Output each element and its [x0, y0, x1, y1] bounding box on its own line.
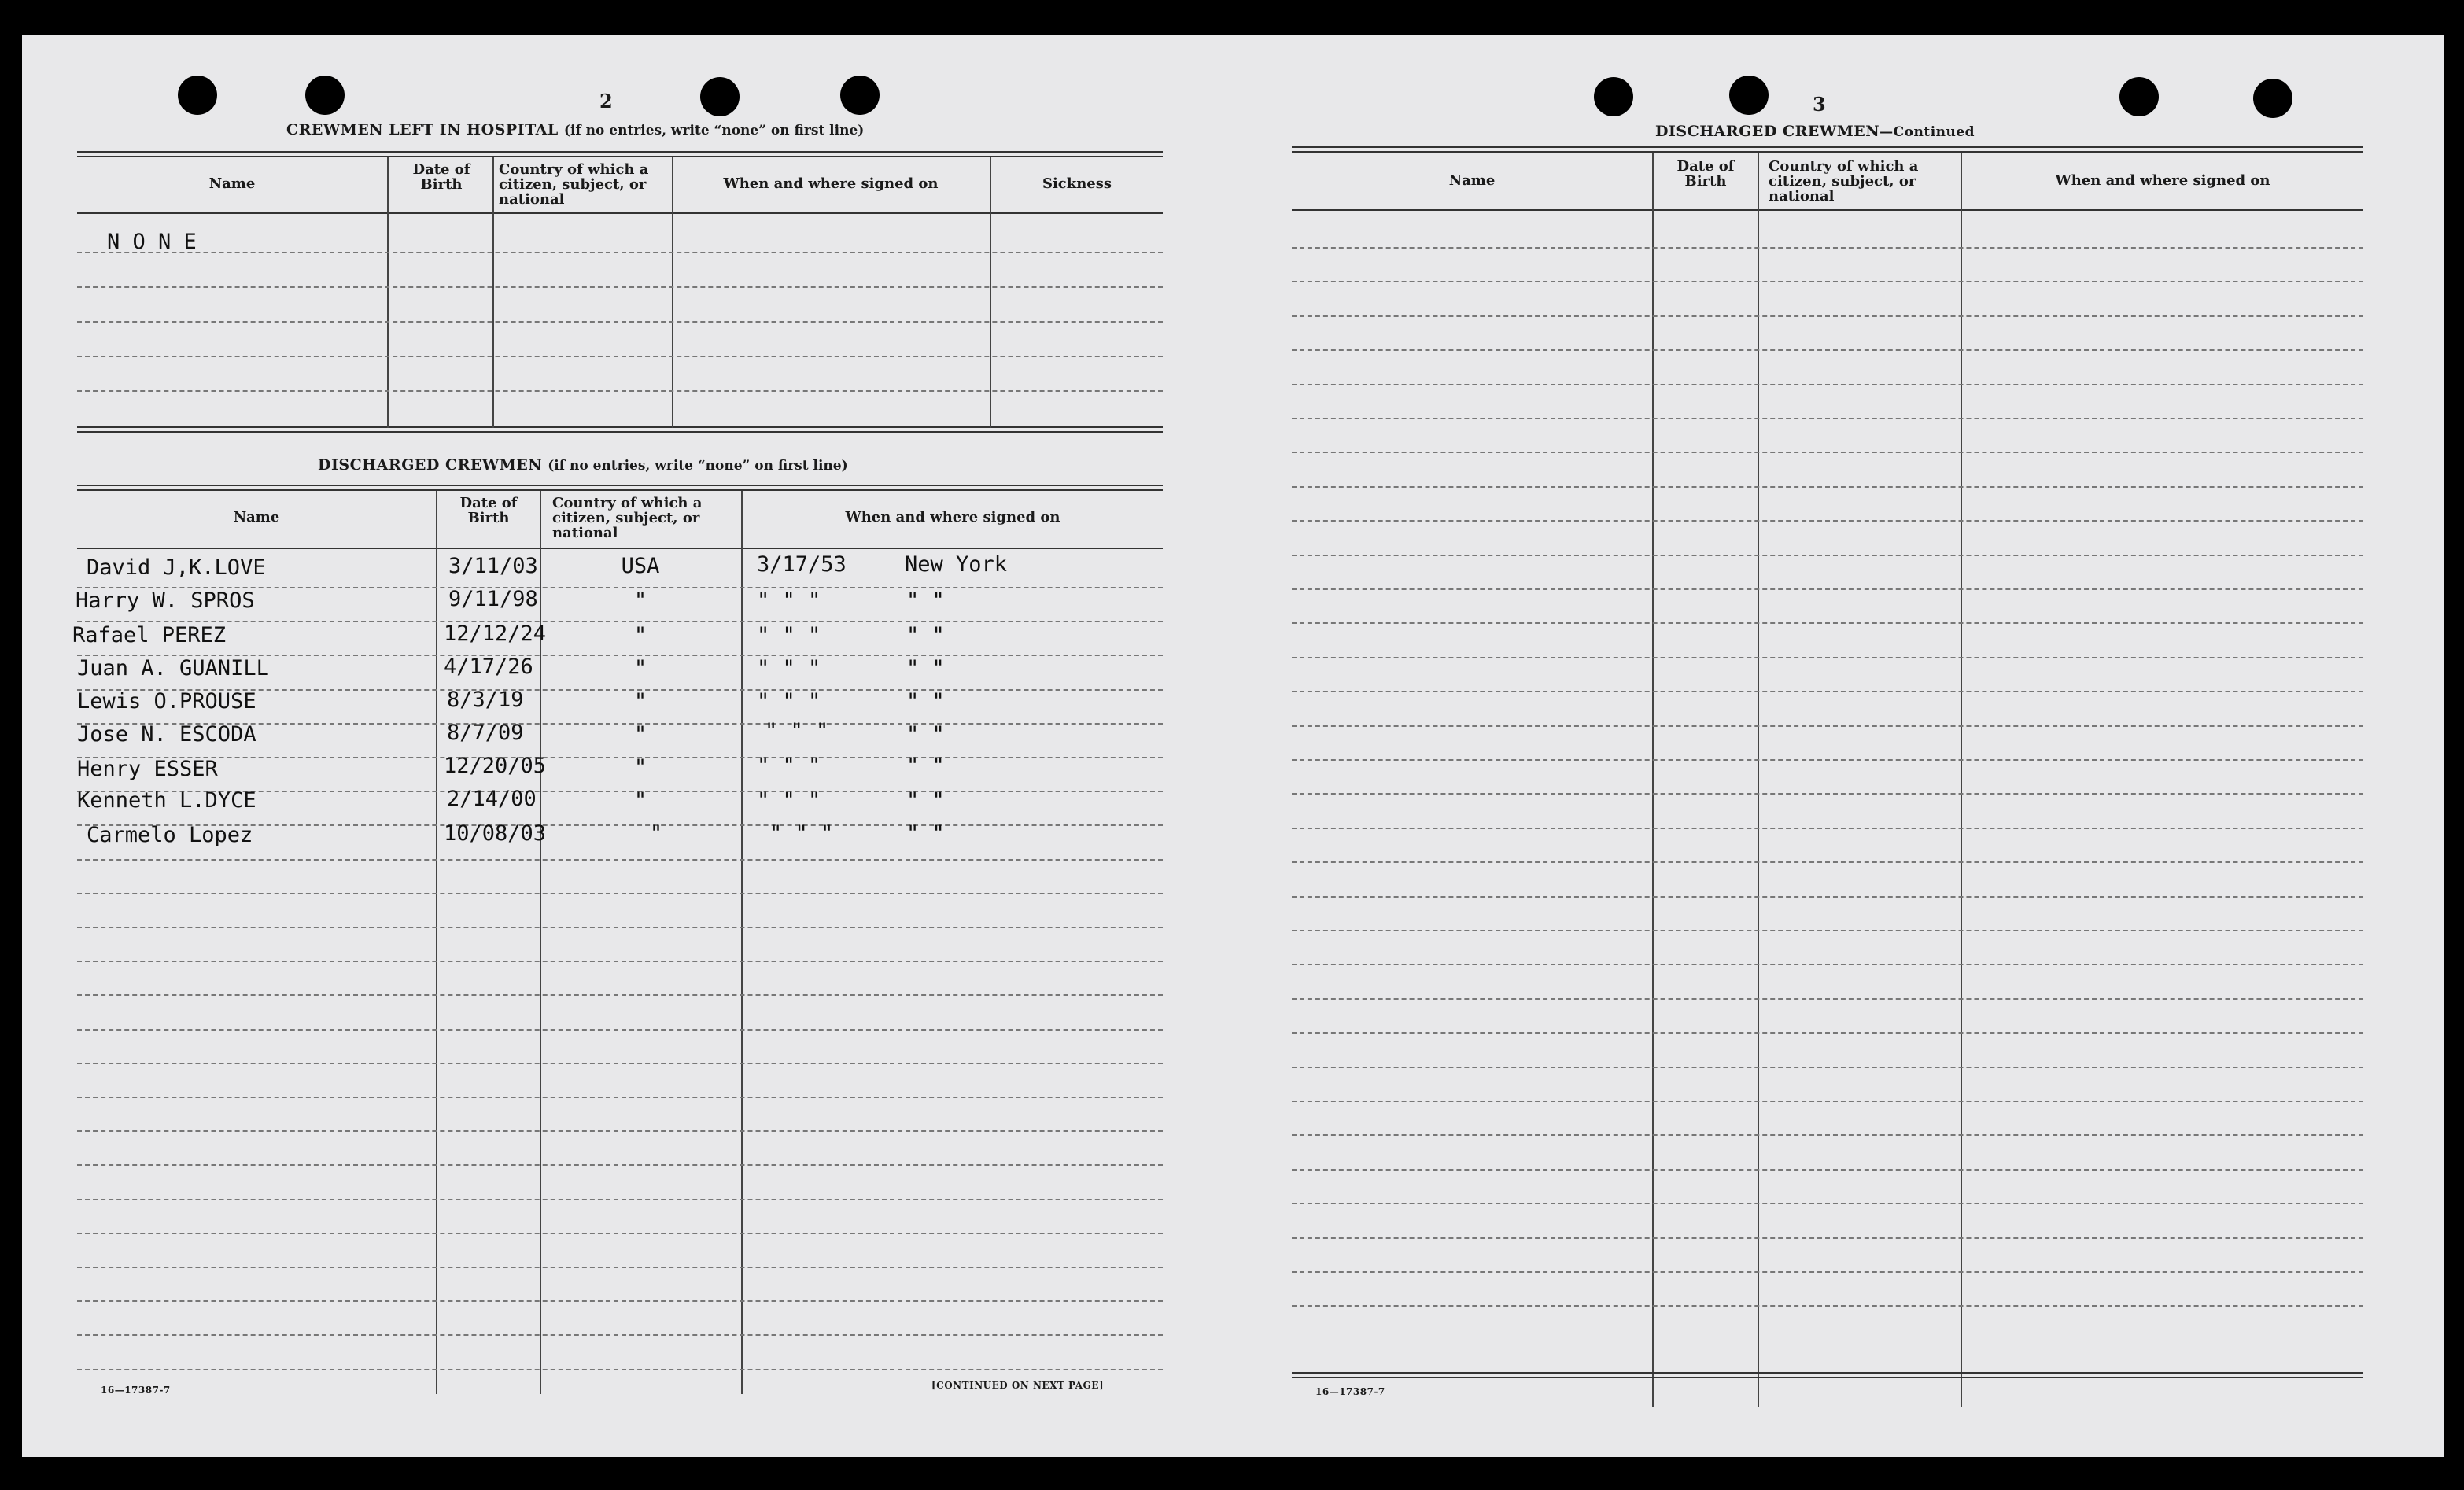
- discharged-continued-text: DISCHARGED CREWMEN: [1655, 123, 1880, 140]
- signed-on-place: New York: [905, 552, 1008, 577]
- crewman-name: Henry ESSER: [77, 757, 218, 781]
- row-line: [1292, 759, 2363, 761]
- rule: [1292, 209, 2363, 211]
- crewman-name: Lewis O.PROUSE: [77, 689, 256, 714]
- column-divider: [436, 491, 437, 1394]
- punch-hole: [1594, 77, 1633, 116]
- crewman-dob: 10/08/03: [444, 821, 547, 846]
- column-divider: [387, 157, 389, 428]
- rule: [77, 489, 1163, 491]
- punch-hole: [305, 76, 345, 115]
- row-line: [1292, 1169, 2363, 1171]
- crewman-dob: 12/20/05: [444, 754, 547, 778]
- row-line: [1292, 691, 2363, 692]
- rule: [77, 151, 1163, 153]
- crewman-country: ": [633, 623, 647, 647]
- column-divider: [672, 157, 673, 428]
- column-divider: [492, 157, 494, 428]
- page-number: 3: [1813, 93, 1826, 116]
- row-line: [77, 1300, 1163, 1302]
- signed-on-date: 3/17/53: [757, 552, 847, 577]
- header-country: Country of which a citizen, subject, or national: [1769, 158, 1919, 205]
- punch-hole: [1729, 76, 1769, 115]
- row-line: [77, 961, 1163, 962]
- page-number: 2: [599, 90, 613, 112]
- hospital-first-entry: N O N E: [107, 230, 197, 254]
- row-line: [77, 1199, 1163, 1200]
- header-dob: Date of Birth: [412, 161, 470, 193]
- punch-hole: [2119, 77, 2159, 116]
- rule: [77, 431, 1163, 433]
- form-number: 16—17387-7: [101, 1385, 171, 1396]
- row-line: [77, 252, 1163, 253]
- crewman-country: USA: [621, 554, 660, 578]
- row-line: [77, 927, 1163, 928]
- row-line: [77, 859, 1163, 861]
- hospital-title-text: CREWMEN LEFT IN HOSPITAL: [286, 121, 559, 138]
- row-line: [1292, 1203, 2363, 1204]
- row-line: [1292, 1134, 2363, 1136]
- header-name: Name: [1448, 172, 1496, 189]
- header-dob: Date of Birth: [1676, 158, 1735, 190]
- row-line: [1292, 1101, 2363, 1102]
- rule: [77, 548, 1163, 549]
- row-line: [1292, 896, 2363, 898]
- column-divider: [990, 157, 991, 428]
- signed-on-place: " ": [906, 656, 945, 680]
- punch-hole: [840, 76, 880, 115]
- signed-on-place: " ": [906, 754, 945, 778]
- header-country: Country of which a citizen, subject, or national: [552, 495, 703, 541]
- signed-on-date: " " ": [757, 656, 821, 680]
- row-line: [1292, 1237, 2363, 1239]
- crewman-dob: 12/12/24: [444, 621, 547, 646]
- row-line: [1292, 861, 2363, 863]
- continued-suffix: —Continued: [1879, 124, 1975, 140]
- crewman-dob: 3/11/03: [448, 554, 538, 578]
- crewman-country: ": [649, 821, 663, 846]
- form-number: 16—17387-7: [1315, 1386, 1385, 1397]
- row-line: [1292, 930, 2363, 931]
- crewman-name: Harry W. SPROS: [76, 588, 255, 613]
- discharged-section-title: [318, 456, 848, 474]
- crewman-name: David J,K.LOVE: [87, 555, 266, 580]
- signed-on-place: " ": [906, 722, 945, 747]
- hospital-title-note: (if no entries, write “none” on first line): [563, 123, 865, 138]
- row-line: [1292, 1032, 2363, 1034]
- punch-hole: [2253, 79, 2292, 118]
- row-line: [1292, 1305, 2363, 1307]
- left-form-page: [22, 35, 1260, 1457]
- row-line: [1292, 247, 2363, 249]
- crewman-dob: 8/3/19: [447, 688, 524, 712]
- header-signed-on: When and where signed on: [845, 509, 1060, 526]
- row-line: [77, 1029, 1163, 1031]
- row-line: [1292, 1271, 2363, 1273]
- header-country: Country of which a citizen, subject, or national: [499, 161, 649, 208]
- signed-on-date: " " ": [757, 689, 821, 714]
- row-line: [1292, 384, 2363, 385]
- signed-on-date: " " ": [757, 588, 821, 613]
- row-line: [1292, 1067, 2363, 1068]
- crewman-country: ": [633, 588, 647, 613]
- row-line: [1292, 725, 2363, 727]
- header-signed-on: When and where signed on: [2055, 172, 2270, 189]
- row-line: [77, 1369, 1163, 1370]
- row-line: [77, 1267, 1163, 1268]
- rule: [1292, 1372, 2363, 1374]
- discharged-title-text: DISCHARGED CREWMEN: [318, 456, 543, 474]
- crewman-country: ": [633, 755, 647, 780]
- row-line: [77, 321, 1163, 323]
- row-line: [77, 390, 1163, 392]
- rule: [1292, 146, 2363, 148]
- punch-hole: [178, 76, 217, 115]
- row-line: [77, 621, 1163, 622]
- rule: [1292, 151, 2363, 153]
- header-name: Name: [208, 175, 256, 192]
- crewman-name: Jose N. ESCODA: [77, 722, 256, 747]
- signed-on-date: " " ": [757, 754, 821, 778]
- signed-on-place: " ": [906, 821, 945, 846]
- continued-note: [CONTINUED ON NEXT PAGE]: [931, 1380, 1105, 1391]
- discharged-title-note: (if no entries, write “none” on first line): [548, 458, 848, 474]
- signed-on-place: " ": [906, 788, 945, 813]
- row-line: [1292, 486, 2363, 488]
- header-sickness: Sickness: [1042, 175, 1112, 192]
- crewman-dob: 2/14/00: [447, 787, 537, 811]
- row-line: [1292, 622, 2363, 624]
- row-line: [77, 286, 1163, 288]
- row-line: [1292, 281, 2363, 282]
- row-line: [1292, 555, 2363, 556]
- column-divider: [1961, 153, 1962, 1407]
- row-line: [1292, 828, 2363, 829]
- column-divider: [1758, 153, 1759, 1407]
- rule: [77, 426, 1163, 428]
- rule: [1292, 1377, 2363, 1378]
- row-line: [1292, 452, 2363, 453]
- rule: [77, 485, 1163, 486]
- column-divider: [1652, 153, 1654, 1407]
- row-line: [1292, 657, 2363, 658]
- crewman-name: Rafael PEREZ: [72, 623, 227, 647]
- row-line: [77, 356, 1163, 357]
- row-line: [77, 1334, 1163, 1336]
- row-line: [1292, 520, 2363, 522]
- punch-hole: [700, 77, 740, 116]
- signed-on-date: " " ": [765, 719, 829, 743]
- crewman-name: Juan A. GUANILL: [77, 656, 269, 680]
- crewman-country: ": [633, 722, 647, 747]
- row-line: [77, 1063, 1163, 1064]
- signed-on-date: " " ": [757, 788, 821, 813]
- crewman-name: Carmelo Lopez: [87, 823, 253, 847]
- crewman-dob: 8/7/09: [447, 721, 524, 745]
- row-line: [1292, 418, 2363, 419]
- crewman-dob: 9/11/98: [448, 587, 538, 611]
- header-name: Name: [233, 509, 280, 526]
- crewman-name: Kenneth L.DYCE: [77, 788, 256, 813]
- discharged-continued-title: [1655, 123, 1975, 140]
- crewman-country: ": [633, 788, 647, 813]
- row-line: [1292, 998, 2363, 1000]
- column-divider: [741, 491, 743, 1394]
- crewman-country: ": [633, 656, 647, 680]
- signed-on-place: " ": [906, 689, 945, 714]
- header-signed-on: When and where signed on: [723, 175, 939, 192]
- row-line: [1292, 964, 2363, 965]
- row-line: [77, 994, 1163, 996]
- rule: [77, 156, 1163, 157]
- row-line: [1292, 349, 2363, 351]
- right-form-page: [1260, 35, 2444, 1457]
- header-dob: Date of Birth: [459, 495, 518, 526]
- row-line: [77, 1233, 1163, 1234]
- row-line: [77, 1097, 1163, 1098]
- row-line: [77, 1130, 1163, 1132]
- signed-on-place: " ": [906, 588, 945, 613]
- signed-on-date: " " ": [757, 623, 821, 647]
- row-line: [1292, 588, 2363, 590]
- row-line: [1292, 315, 2363, 317]
- signed-on-date: " " ": [769, 821, 834, 846]
- rule: [77, 212, 1163, 214]
- signed-on-place: " ": [906, 623, 945, 647]
- row-line: [77, 1164, 1163, 1166]
- row-line: [1292, 793, 2363, 795]
- crewman-country: ": [633, 689, 647, 714]
- hospital-section-title: [286, 121, 864, 138]
- crewman-dob: 4/17/26: [444, 655, 533, 679]
- row-line: [77, 893, 1163, 894]
